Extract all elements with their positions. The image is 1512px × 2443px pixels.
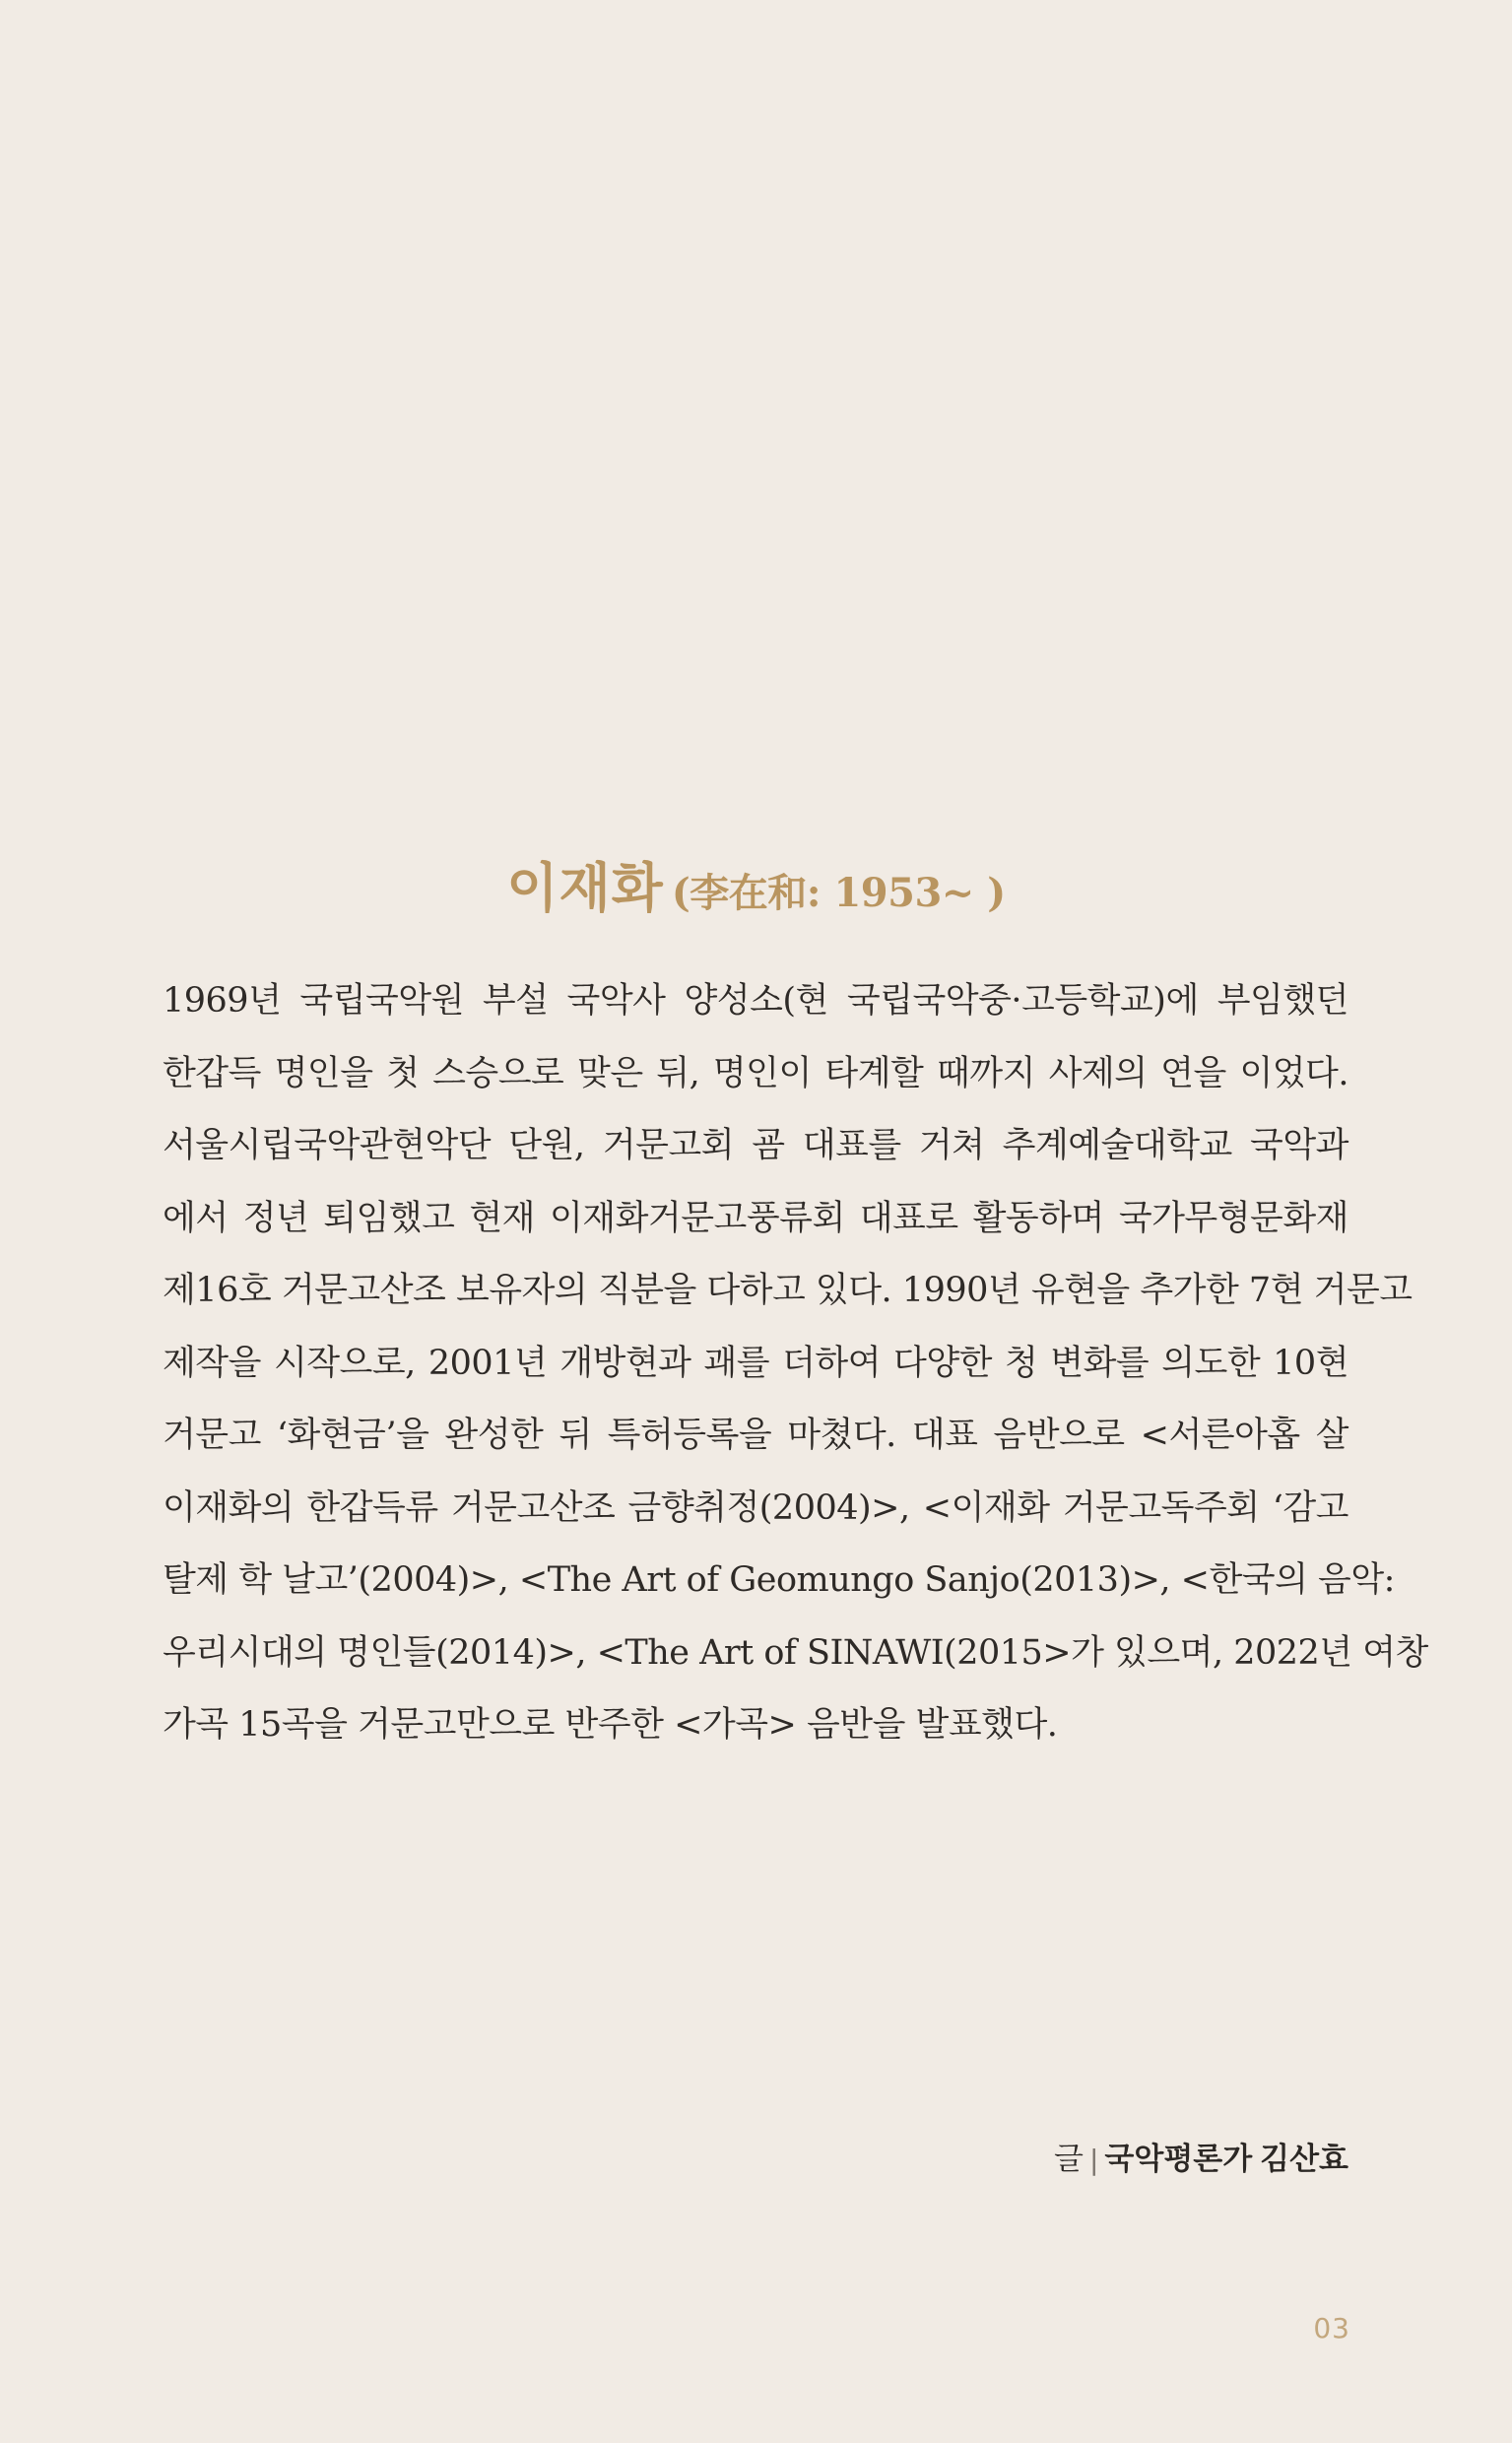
biography-line: 제16호 거문고산조 보유자의 직분을 다하고 있다. 1990년 유현을 추가한 7현 거문고	[163, 1271, 1413, 1310]
author-credit	[1054, 2134, 1348, 2178]
biography-line: 1969년 국립국악원 부설 국악사 양성소(현 국립국악중·고등학교)에 부임했던	[163, 981, 1348, 1021]
credit-label: 글	[1054, 2142, 1084, 2177]
biography-line: 한갑득 명인을 첫 스승으로 맞은 뒤, 명인이 타계할 때까지 사제의 연을 이었다.	[163, 1053, 1348, 1093]
biography-line: 탈제 학 날고’(2004)>, <The Art of Geomungo Sanjo(2013)>, <한국의 음악:	[163, 1560, 1395, 1600]
credit-author: 김산효	[1260, 2142, 1348, 2177]
profile-title	[0, 846, 1512, 922]
credit-separator: |	[1088, 2144, 1099, 2176]
biography-line: 가곡 15곡을 거문고만으로 반주한 <가곡> 음반을 발표했다.	[163, 1705, 1058, 1745]
profile-name: 이재화	[506, 857, 664, 920]
biography-line: 서울시립국악관현악단 단원, 거문고회 굠 대표를 거쳐 추계예술대학교 국악과	[163, 1126, 1348, 1165]
biography-line: 거문고 ‘화현금’을 완성한 뒤 특허등록을 마쳤다. 대표 음반으로 <서른아홉 살	[163, 1416, 1348, 1455]
biography-line: 우리시대의 명인들(2014)>, <The Art of SINAWI(2015>가 있으며, 2022년 여창	[163, 1632, 1428, 1673]
biography-line: 에서 정년 퇴임했고 현재 이재화거문고풍류회 대표로 활동하며 국가무형문화재	[163, 1198, 1348, 1238]
biography-line: 제작을 시작으로, 2001년 개방현과 괘를 더하여 다양한 청 변화를 의도한 10현	[163, 1343, 1348, 1383]
biography-paragraph	[163, 965, 1428, 1762]
profile-hanja-dates: (李在和: 1953~ )	[671, 870, 1006, 917]
page-number: 03	[1313, 2312, 1350, 2344]
credit-role: 국악평론가	[1104, 2142, 1253, 2177]
biography-line: 이재화의 한갑득류 거문고산조 금향취정(2004)>, <이재화 거문고독주회 ‘감고	[163, 1487, 1348, 1528]
